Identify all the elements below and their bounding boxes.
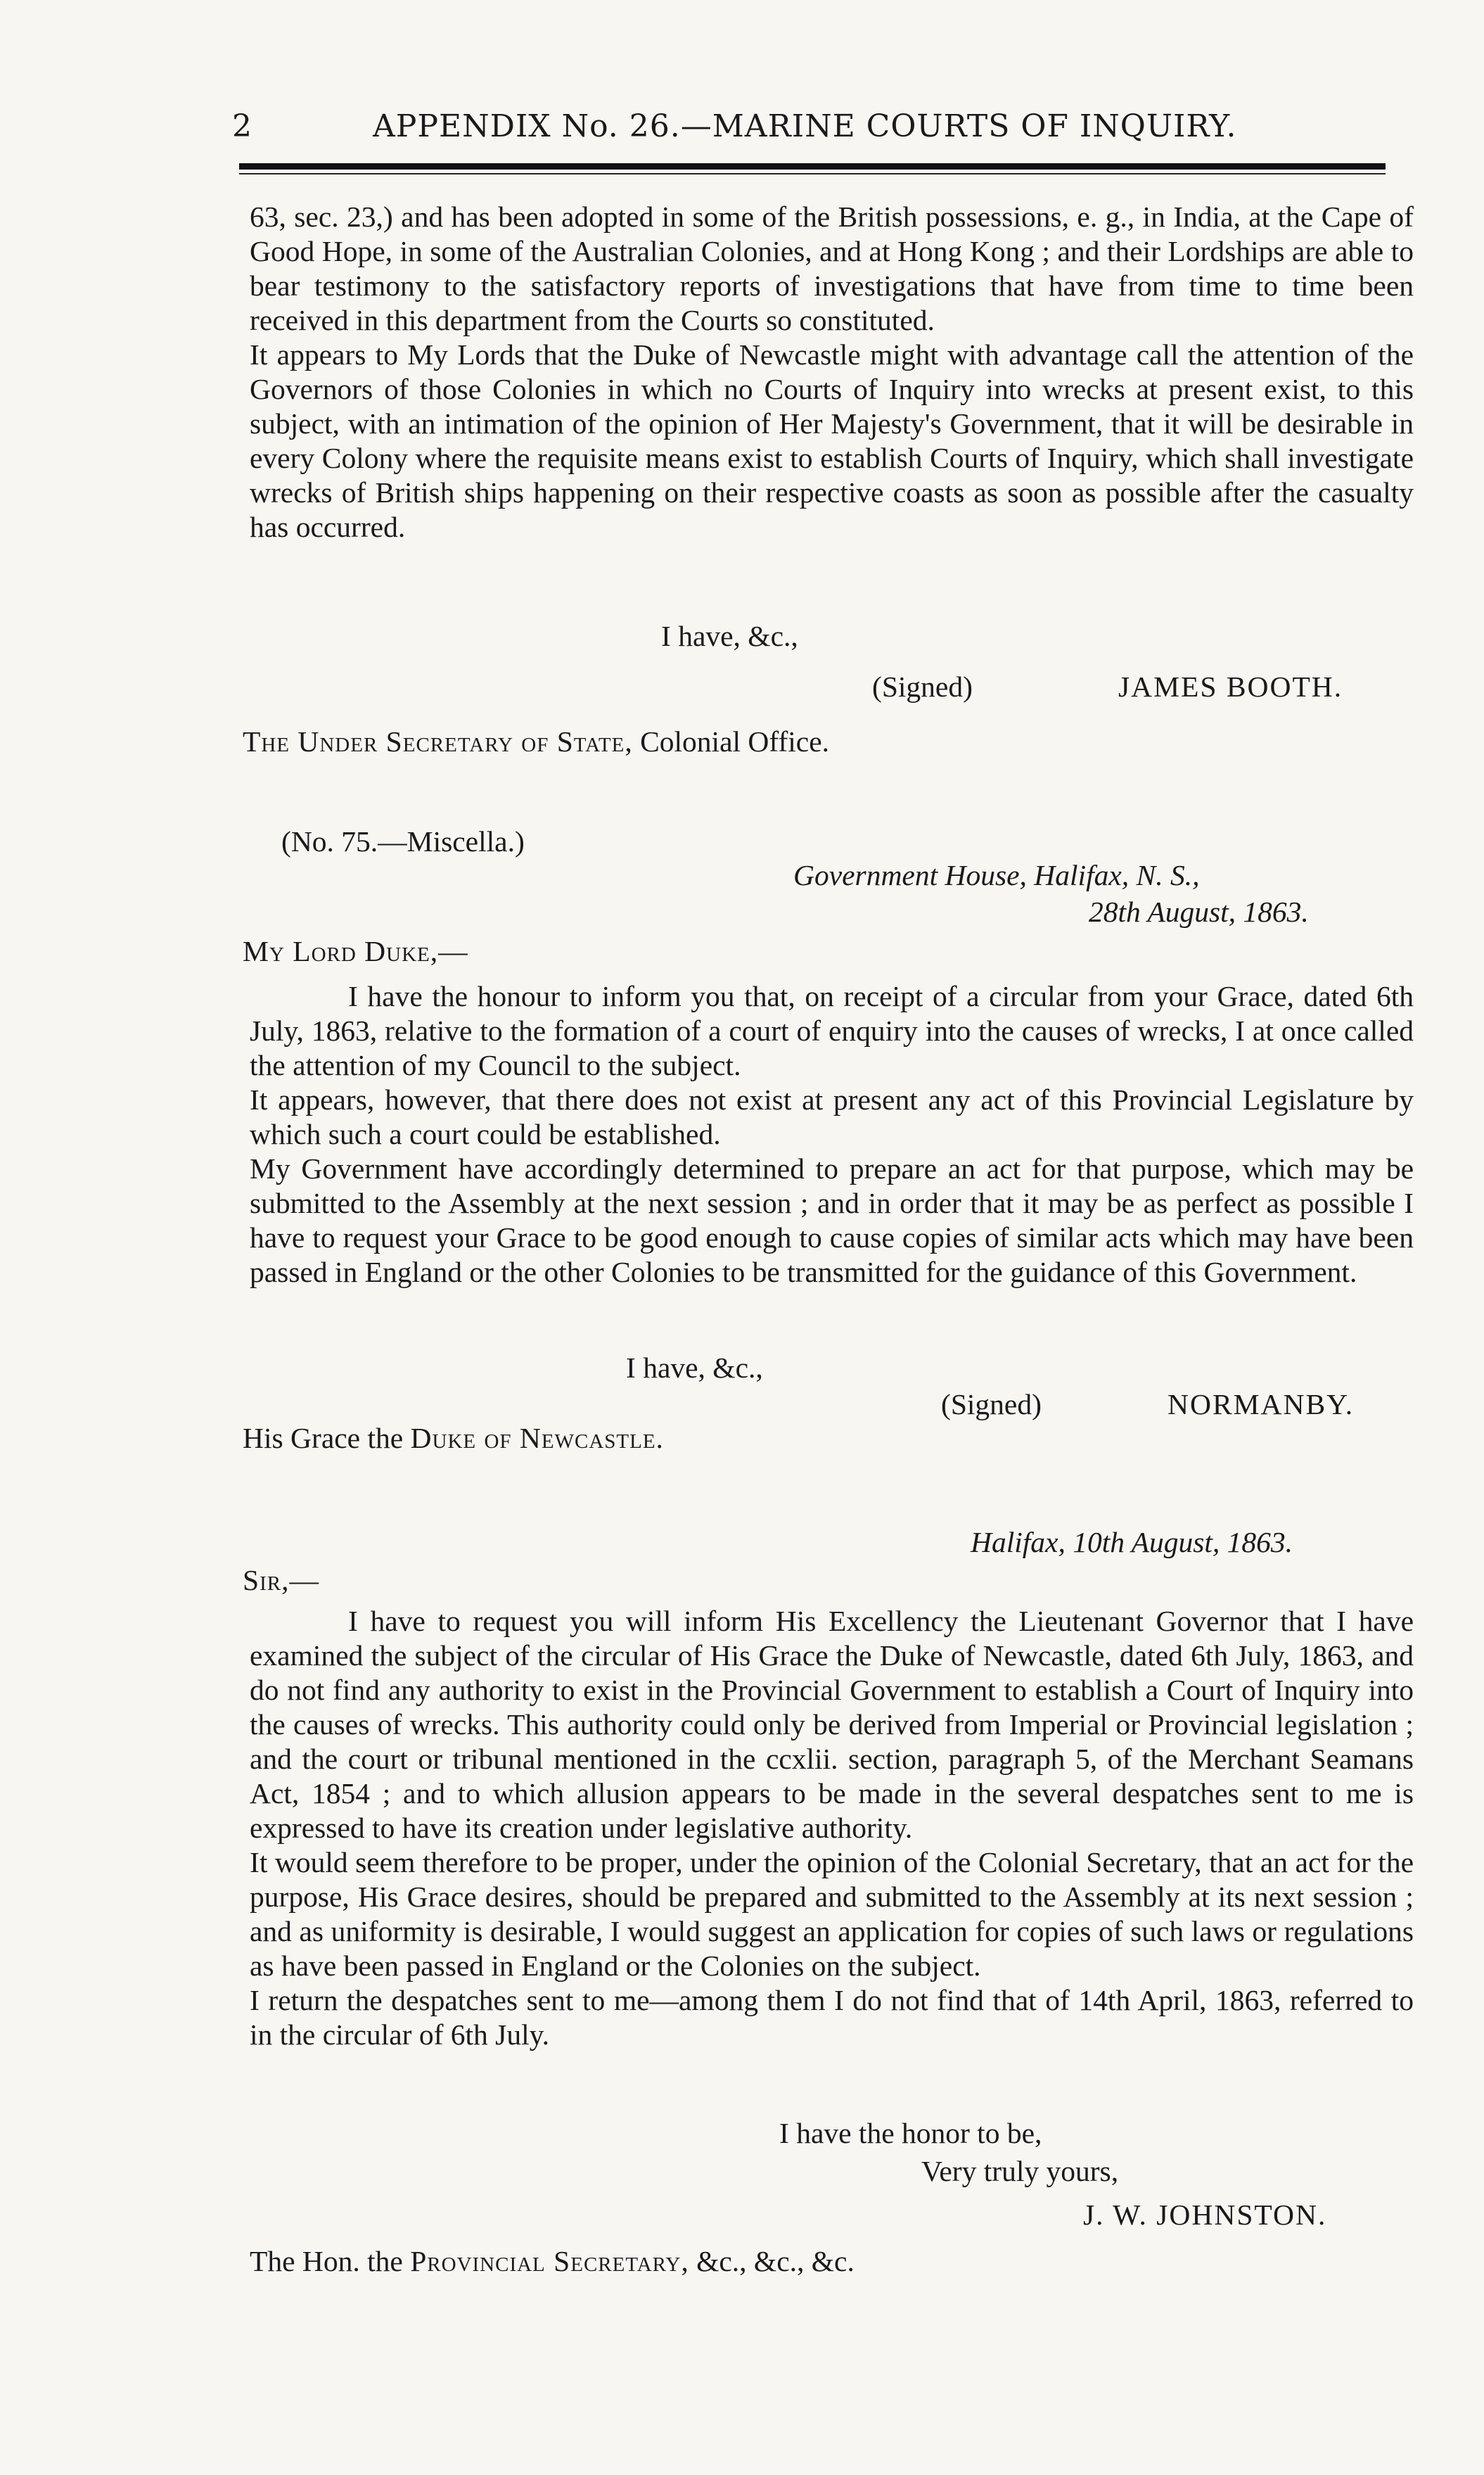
letter1-addressee	[243, 725, 829, 758]
letter1-closing: I have, &c.,	[661, 620, 798, 652]
letter1-addressee-title: The Under Secretary of State,	[243, 725, 633, 758]
letter2-closing: I have, &c.,	[626, 1351, 763, 1384]
letter3-closing-1: I have the honor to be,	[779, 2117, 1042, 2149]
letter2-paragraph: It appears, however, that there does not exist at present any act of this Provincial Legislature by which such a court could be established.	[250, 1083, 1414, 1150]
letter2-addressee-name: Duke of Newcastle.	[410, 1422, 664, 1454]
letter2-salutation: My Lord Duke,—	[243, 935, 468, 967]
running-title: APPENDIX No. 26.—MARINE COURTS OF INQUIRY.	[373, 108, 1237, 144]
letter2-paragraph: My Government have accordingly determined to prepare an act for that purpose, which may be submitted to the Assembly at the next session ; and in order that it may be as perfect as possible I have to request your Grace to be good enough to cause copies of similar acts which may have been passed in England or the other Colonies to be transmitted for the guidance of this Government.	[250, 1152, 1414, 1288]
letter2-date: 28th August, 1863.	[1089, 896, 1309, 928]
letter1-signatory: JAMES BOOTH.	[1118, 670, 1343, 703]
letter2-paragraph: I have the honour to inform you that, on receipt of a circular from your Grace, dated 6th July, 1863, relative to the formation of a court of enquiry into the causes of wrecks, I at once called the attention of my Council to the subject.	[250, 980, 1414, 1081]
letter2-reference: (No. 75.—Miscella.)	[281, 825, 525, 858]
header-rule-thick	[239, 163, 1386, 170]
letter3-closing-2: Very truly yours,	[921, 2155, 1119, 2187]
letter3-paragraph: I return the despatches sent to me—among them I do not find that of 14th April, 1863, referred to in the circular of 6th July.	[250, 1984, 1414, 2051]
letter3-addressee-title: Provincial Secretary,	[410, 2245, 689, 2277]
letter1-paragraph: It appears to My Lords that the Duke of Newcastle might with advantage call the attention of the Governors of those Colonies in which no Courts of Inquiry into wrecks at present exist, to this subject, with an intimation of the opinion of Her Majesty's Government, that it will be desirable in every Colony where the requisite means exist to establish Courts of Inquiry, which shall investigate wrecks of British ships happening on their respective coasts as soon as possible after the casualty has occurred.	[250, 338, 1414, 543]
letter3-salutation: Sir,—	[243, 1564, 319, 1596]
letter2-signatory: NORMANBY.	[1168, 1388, 1355, 1420]
letter3-paragraph: I have to request you will inform His Excellency the Lieutenant Governor that I have examined the subject of the circular of His Grace the Duke of Newcastle, dated 6th July, 1863, and do not find any authority to exist in the Provincial Government to establish a Court of Inquiry into the causes of wrecks. This authority could only be derived from Imperial or Provincial legislation ; and the court or tribunal mentioned in the ccxlii. section, paragraph 5, of the Merchant Seamans Act, 1854 ; and to which allusion appears to be made in the several despatches sent to me is expressed to have its creation under legislative authority.	[250, 1605, 1414, 1844]
letter2-addressee-prefix: His Grace the	[243, 1422, 404, 1454]
letter2-addressee	[243, 1421, 664, 1455]
letter1-signed-label: (Signed)	[872, 670, 973, 703]
letter3-signatory: J. W. JOHNSTON.	[1083, 2199, 1327, 2231]
letter3-addressee-rest: &c., &c., &c.	[696, 2245, 855, 2277]
page-header	[232, 106, 1386, 155]
letter3-addressee-prefix: The Hon. the	[250, 2245, 403, 2277]
letter3-body	[250, 1604, 1414, 2052]
letter2-body	[250, 979, 1414, 1290]
letter1-addressee-office: Colonial Office.	[640, 725, 830, 758]
letter3-date: Halifax, 10th August, 1863.	[971, 1526, 1293, 1558]
letter1-paragraph: 63, sec. 23,) and has been adopted in some of the British possessions, e. g., in India, at the Cape of Good Hope, in some of the Australian Colonies, and at Hong Kong ; and their Lordships are able to bear testimony to the satisfactory reports of investigations that have from time to time been received in this department from the Courts so constituted.	[250, 201, 1414, 336]
letter2-place: Government House, Halifax, N. S.,	[793, 859, 1200, 891]
letter3-addressee	[250, 2244, 855, 2278]
letter1-body	[250, 200, 1414, 545]
letter2-signed-label: (Signed)	[941, 1388, 1042, 1420]
page-number: 2	[232, 108, 252, 144]
header-rule-thin	[239, 173, 1386, 174]
letter3-paragraph: It would seem therefore to be proper, under the opinion of the Colonial Secretary, that an act for the purpose, His Grace desires, should be prepared and submitted to the Assembly at its next session ; and as uniformity is desirable, I would suggest an application for copies of such laws or regulations as have been passed in England or the Colonies on the subject.	[250, 1846, 1414, 1982]
